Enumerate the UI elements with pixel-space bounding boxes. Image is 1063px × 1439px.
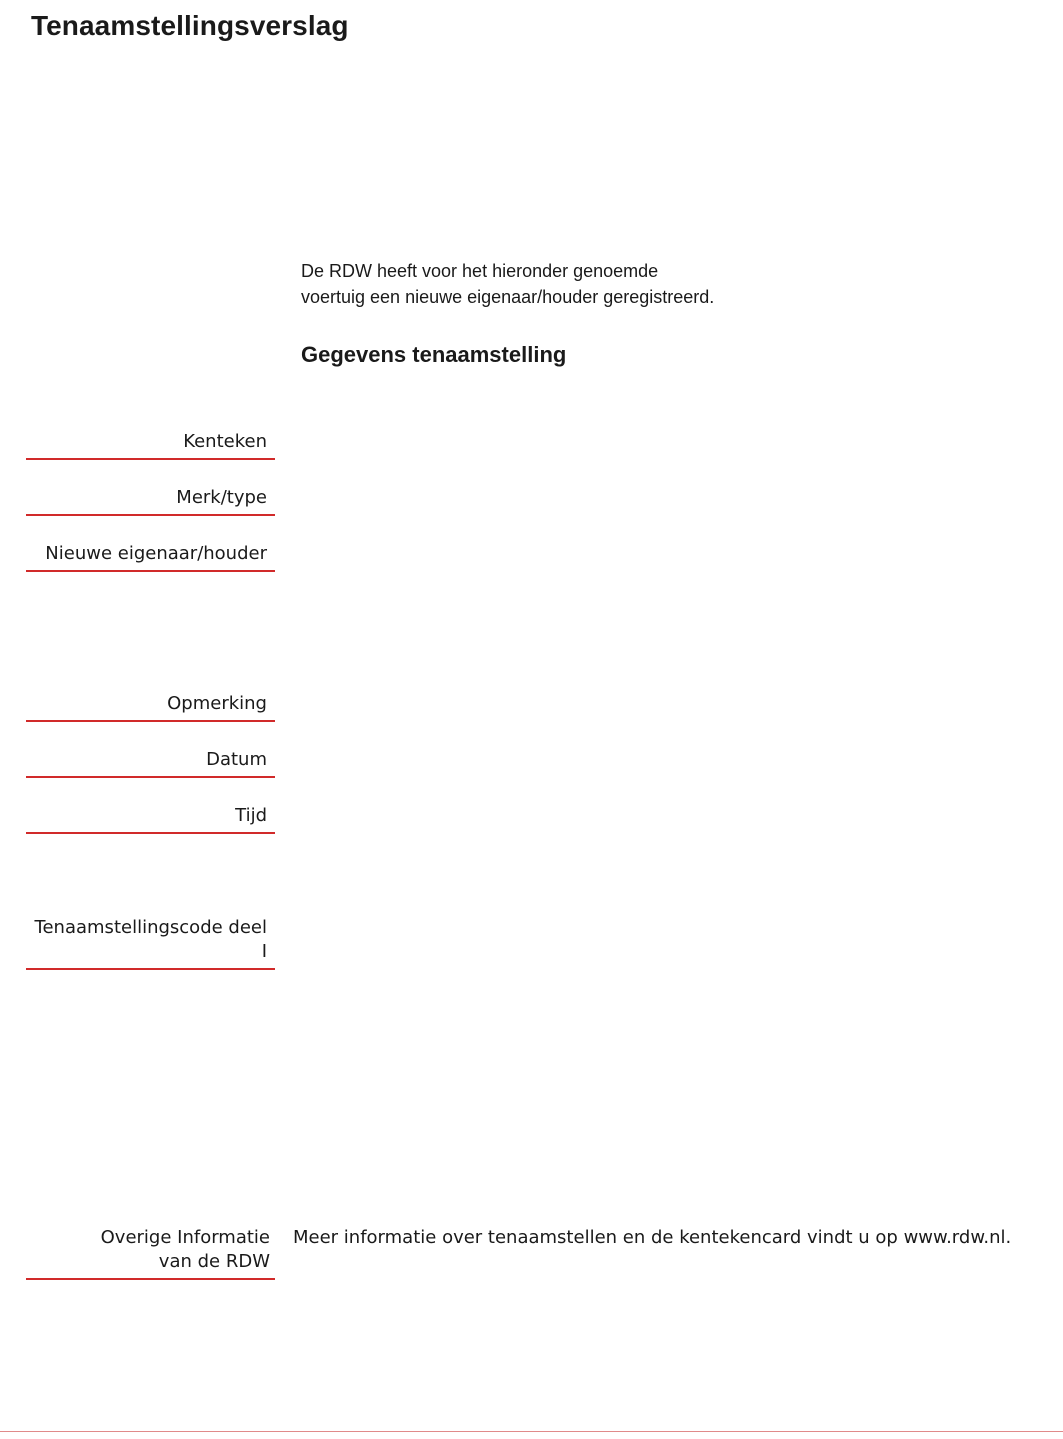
overige-label-line-1: Overige Informatie [100,1227,270,1248]
overige-label-line-2: van de RDW [158,1251,270,1272]
field-label-datum: Datum [26,748,275,778]
field-label-overige-informatie [26,1226,275,1280]
document-title: Tenaamstellingsverslag [31,10,349,41]
field-label-nieuwe-eigenaar: Nieuwe eigenaar/houder [26,542,275,572]
overige-informatie-text: Meer informatie over tenaamstellen en de kentekencard vindt u op www.rdw.nl. [293,1227,1012,1248]
field-label-opmerking: Opmerking [26,692,275,722]
field-label-tijd: Tijd [26,804,275,834]
field-label-merk-type: Merk/type [26,486,275,516]
intro-text [301,258,901,310]
footer-divider [0,1431,1063,1432]
field-label-tenaamstellingscode: Tenaamstellingscode deel I [26,916,275,970]
section-heading: Gegevens tenaamstelling [301,342,567,367]
intro-line-2: voertuig een nieuwe eigenaar/houder geregistreerd. [301,287,715,307]
field-label-kenteken: Kenteken [26,430,275,460]
intro-line-1: De RDW heeft voor het hieronder genoemde [301,261,659,281]
